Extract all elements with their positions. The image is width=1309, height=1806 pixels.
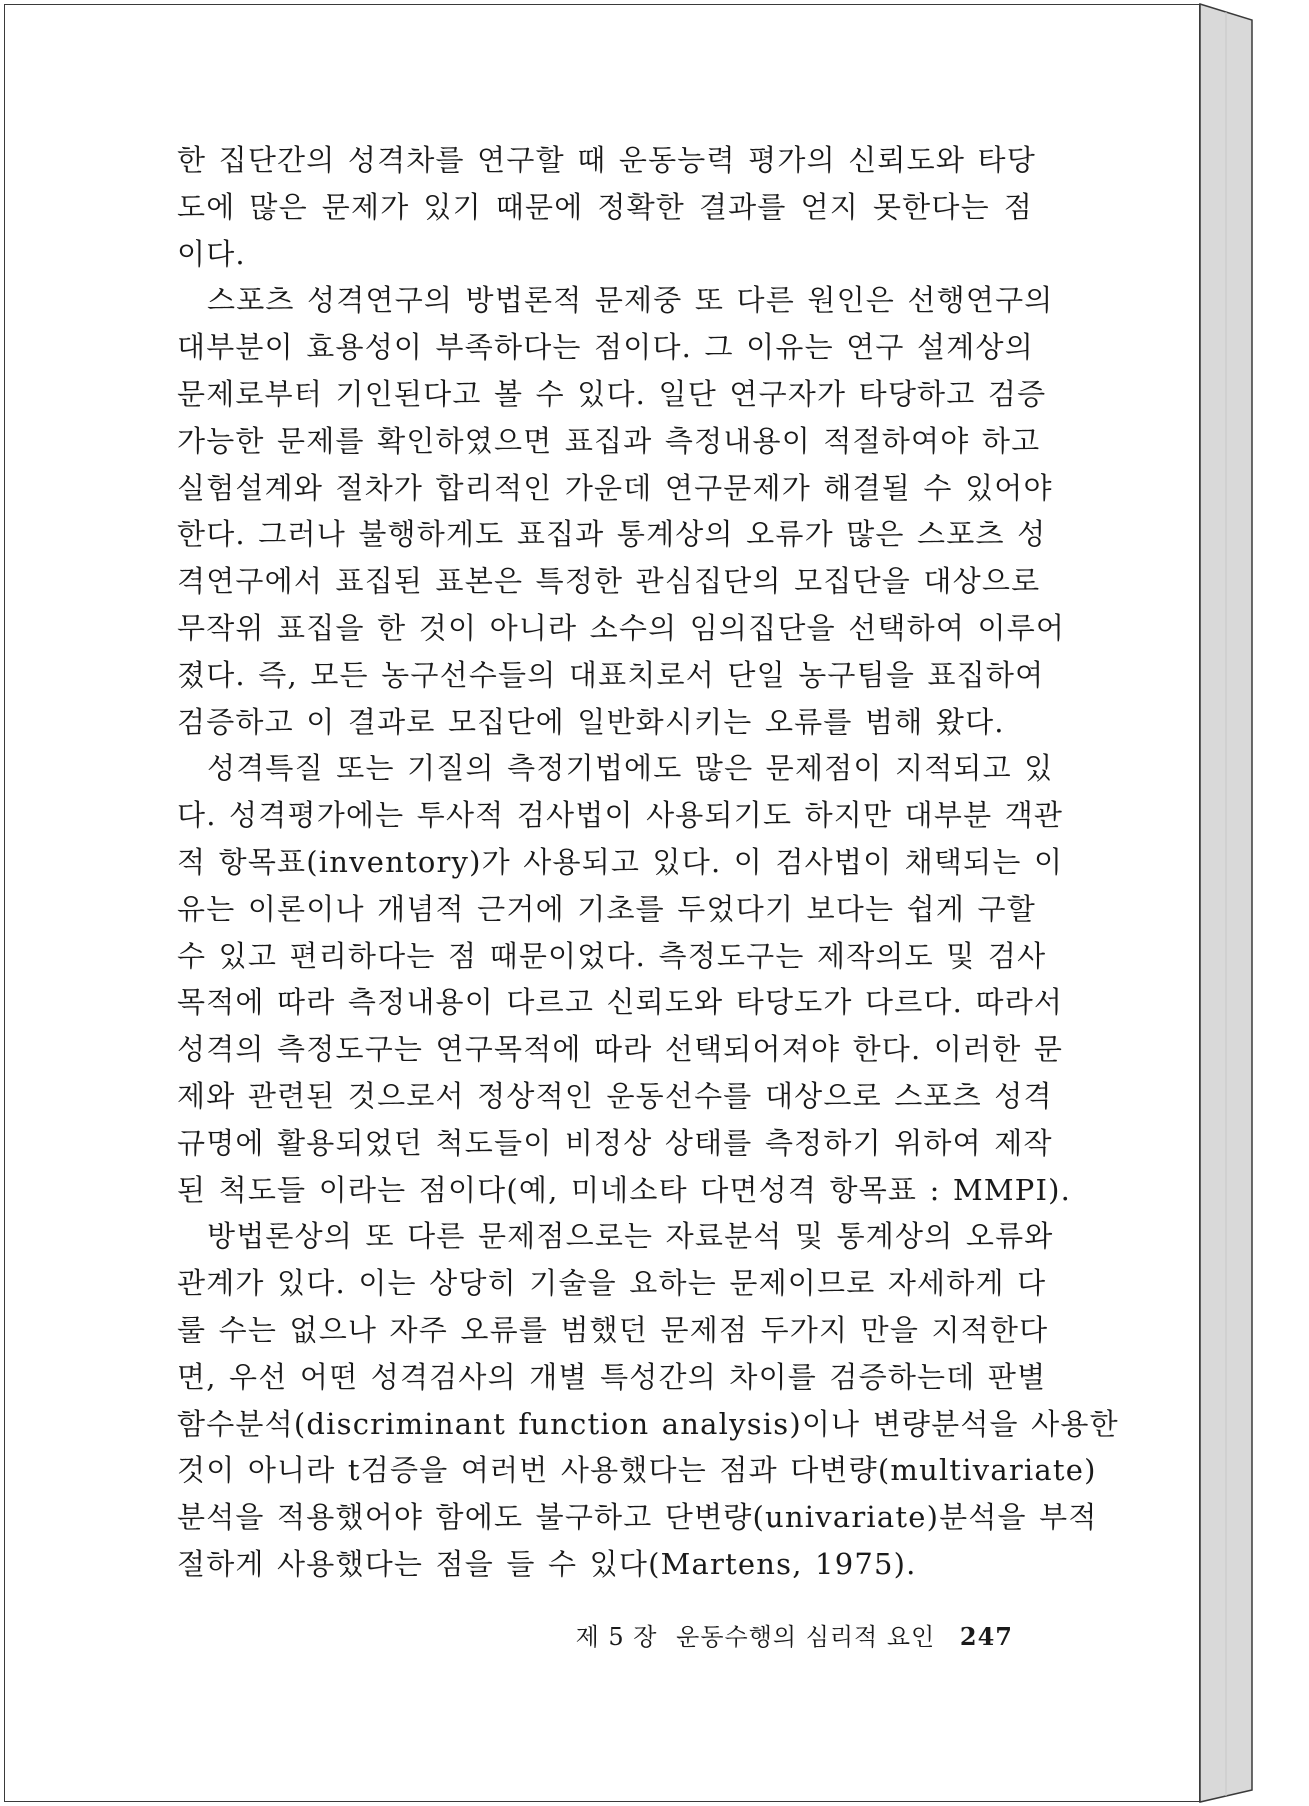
text-line: 목적에 따라 측정내용이 다르고 신뢰도와 타당도가 다르다. 따라서 [177,985,1064,1020]
text-line: 적 항목표(inventory)가 사용되고 있다. 이 검사법이 채택되는 이 [177,844,1064,879]
text-line: 절하게 사용했다는 점을 들 수 있다(Martens, 1975). [177,1546,917,1581]
running-footer [566,1617,1013,1652]
text-line: 문제로부터 기인된다고 볼 수 있다. 일단 연구자가 타당하고 검증 [177,376,1047,411]
paragraph [177,1213,1119,1587]
text-line: 검증하고 이 결과로 모집단에 일반화시키는 오류를 범해 왔다. [177,704,1005,739]
text-line: 격연구에서 표집된 표본은 특정한 관심집단의 모집단을 대상으로 [177,564,1041,599]
text-line: 대부분이 효용성이 부족하다는 점이다. 그 이유는 연구 설계상의 [177,330,1034,365]
text-line: 방법론상의 또 다른 문제점으로는 자료분석 및 통계상의 오류와 [207,1219,1054,1254]
text-line: 실험설계와 절차가 합리적인 가운데 연구문제가 해결될 수 있어야 [177,470,1053,505]
text-line: 졌다. 즉, 모든 농구선수들의 대표치로서 단일 농구팀을 표집하여 [177,657,1045,692]
text-line: 스포츠 성격연구의 방법론적 문제중 또 다른 원인은 선행연구의 [207,283,1054,318]
text-line: 관계가 있다. 이는 상당히 기술을 요하는 문제이므로 자세하게 다 [177,1266,1047,1301]
chapter-title: 운동수행의 심리적 요인 [676,1623,936,1651]
page-number: 247 [959,1622,1013,1651]
text-line: 다. 성격평가에는 투사적 검사법이 사용되기도 하지만 대부분 객관 [177,798,1064,833]
text-line: 규명에 활용되었던 척도들이 비정상 상태를 측정하기 위하여 제작 [177,1125,1053,1160]
text-line: 유는 이론이나 개념적 근거에 기초를 두었다기 보다는 쉽게 구할 [177,891,1036,926]
text-line: 성격의 측정도구는 연구목적에 따라 선택되어져야 한다. 이러한 문 [177,1032,1064,1067]
chapter-number: 제 5 장 [575,1623,658,1651]
paragraph [177,277,1066,745]
paragraph [177,745,1072,1213]
paragraph [177,137,1036,277]
text-line: 된 척도들 이라는 점이다(예, 미네소타 다면성격 항목표 : MMPI). [177,1172,1072,1207]
body-text [177,137,1119,1588]
text-line: 수 있고 편리하다는 점 때문이었다. 측정도구는 제작의도 및 검사 [177,938,1047,973]
text-line: 도에 많은 문제가 있기 때문에 정확한 결과를 얻지 못한다는 점 [177,189,1033,224]
text-line: 한다. 그러나 불행하게도 표집과 통계상의 오류가 많은 스포츠 성 [177,517,1047,552]
text-line: 가능한 문제를 확인하였으면 표집과 측정내용이 적절하여야 하고 [177,423,1041,458]
text-line: 무작위 표집을 한 것이 아니라 소수의 임의집단을 선택하여 이루어 [177,610,1066,645]
text-line: 분석을 적용했어야 함에도 불구하고 단변량(univariate)분석을 부적 [177,1500,1098,1535]
text-line: 것이 아니라 t검증을 여러번 사용했다는 점과 다변량(multivariate) [177,1453,1097,1488]
text-line: 룰 수는 없으나 자주 오류를 범했던 문제점 두가지 만을 지적한다 [177,1312,1049,1347]
text-line: 면, 우선 어떤 성격검사의 개별 특성간의 차이를 검증하는데 판별 [177,1359,1047,1394]
text-line: 한 집단간의 성격차를 연구할 때 운동능력 평가의 신뢰도와 타당 [177,143,1036,177]
text-line: 이다. [177,236,246,271]
text-line: 함수분석(discriminant function analysis)이나 변량분석을 사용한 [177,1406,1119,1441]
text-line: 성격특질 또는 기질의 측정기법에도 많은 문제점이 지적되고 있 [207,751,1054,786]
book-page [4,4,1200,1802]
text-line: 제와 관련된 것으로서 정상적인 운동선수를 대상으로 스포츠 성격 [177,1078,1053,1113]
